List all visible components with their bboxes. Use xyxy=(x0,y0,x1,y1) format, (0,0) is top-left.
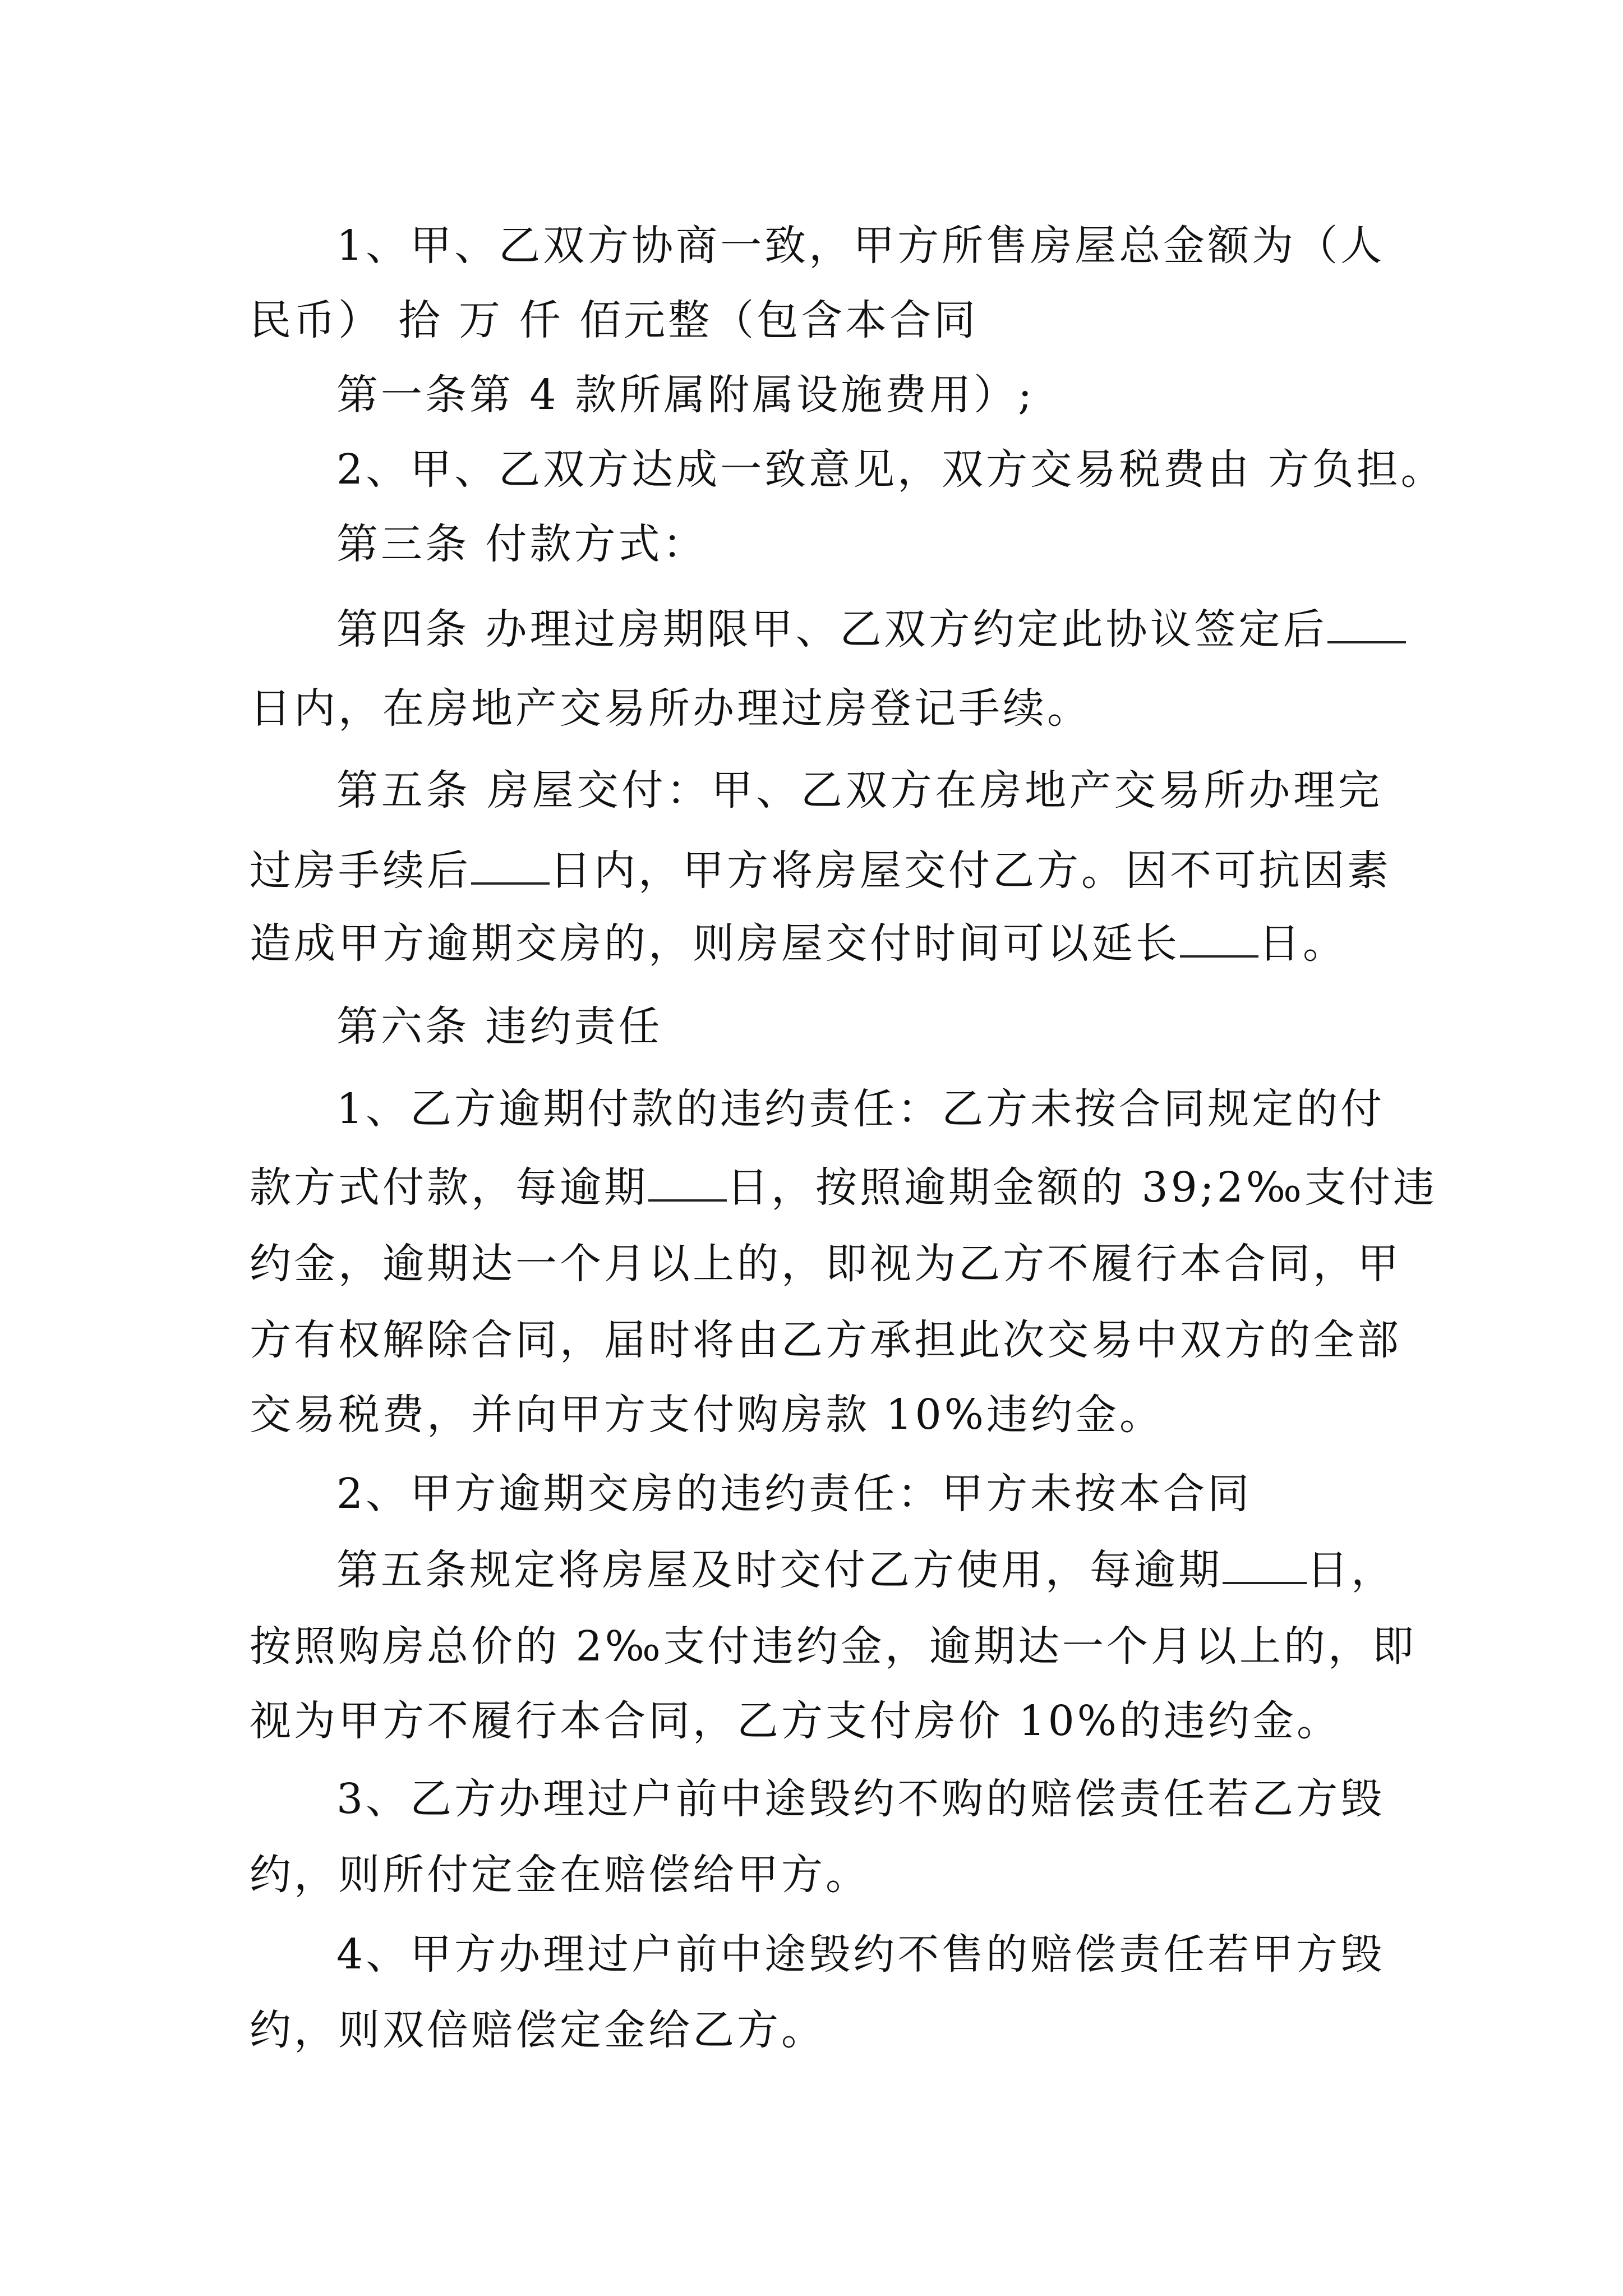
paragraph-price-line-1 xyxy=(336,215,1385,277)
text-segment: 第四条 办理过房期限甲、乙双方约定此协议签定后 xyxy=(336,605,1327,654)
paragraph-price-line-2 xyxy=(250,289,1382,351)
clause-2-line-4 xyxy=(250,1690,1382,1752)
text-segment: 按照购房总价的 2‰支付违约金，逾期达一个月以上的，即 xyxy=(250,1622,1417,1671)
clause-1-line-3 xyxy=(250,1233,1401,1295)
clause-3-line-1 xyxy=(336,1768,1385,1830)
text-segment: 款方式付款，每逾期 xyxy=(250,1163,648,1212)
text-segment: 1、乙方逾期付款的违约责任：乙方未按合同规定的付 xyxy=(336,1085,1385,1133)
text-segment: 2、甲方逾期交房的违约责任：甲方未按本合同 xyxy=(336,1470,1252,1518)
text-segment: 民币） 拾 万 仟 佰元整（包含本合同 xyxy=(250,296,979,344)
article-5-line-1 xyxy=(336,760,1382,821)
paragraph-price-line-3 xyxy=(336,364,1382,426)
text-segment: 4、甲方办理过户前中途毁约不售的赔偿责任若甲方毁 xyxy=(336,1930,1385,1978)
text-segment: 第五条规定将房屋及时交付乙方使用，每逾期 xyxy=(336,1546,1223,1594)
fill-in-blank xyxy=(648,1166,727,1202)
text-segment: 过房手续后 xyxy=(250,846,471,895)
clause-2-line-3 xyxy=(250,1616,1417,1677)
text-segment: 第三条 付款方式： xyxy=(336,520,707,568)
text-segment: 交易税费，并向甲方支付购房款 10%违约金。 xyxy=(250,1391,1164,1439)
article-6-heading xyxy=(336,996,1382,1057)
text-segment: 日内，甲方将房屋交付乙方。因不可抗因素 xyxy=(550,846,1391,895)
text-segment: 第一条第 4 款所属附属设施费用）; xyxy=(336,371,1035,419)
article-4-line-2 xyxy=(250,678,1382,739)
text-segment: 约，则双倍赔偿定金给乙方。 xyxy=(250,2006,826,2054)
clause-1-line-1 xyxy=(336,1078,1385,1140)
clause-2-line-1 xyxy=(336,1463,1382,1525)
text-segment: 方有权解除合同，届时将由乙方承担此次交易中双方的全部 xyxy=(250,1316,1401,1364)
text-segment: 约金，逾期达一个月以上的，即视为乙方不履行本合同，甲 xyxy=(250,1240,1401,1288)
text-segment: 第六条 违约责任 xyxy=(336,1002,663,1051)
article-4-line-1 xyxy=(336,599,1382,660)
text-segment: 日内，在房地产交易所办理过房登记手续。 xyxy=(250,684,1091,733)
clause-1-line-5 xyxy=(250,1384,1382,1446)
clause-4-line-2 xyxy=(250,1999,1382,2061)
article-5-line-2 xyxy=(250,840,1391,901)
paragraph-tax-line xyxy=(336,439,1445,500)
text-segment: 约，则所付定金在赔偿给甲方。 xyxy=(250,1851,870,1899)
text-segment: 3、乙方办理过户前中途毁约不购的赔偿责任若乙方毁 xyxy=(336,1775,1385,1823)
article-5-line-3 xyxy=(250,913,1382,974)
fill-in-blank xyxy=(471,849,550,885)
article-3-heading xyxy=(336,513,1382,575)
text-segment: 日，按照逾期金额的 39;2‰支付违 xyxy=(727,1163,1437,1212)
text-segment: 视为甲方不履行本合同，乙方支付房价 10%的违约金。 xyxy=(250,1697,1341,1745)
text-segment: 第五条 房屋交付：甲、乙双方在房地产交易所办理完 xyxy=(336,766,1382,815)
clause-2-line-2 xyxy=(336,1539,1395,1601)
clause-1-line-2 xyxy=(250,1157,1437,1218)
fill-in-blank xyxy=(1223,1548,1307,1584)
fill-in-blank xyxy=(1180,922,1258,958)
clause-3-line-2 xyxy=(250,1844,1382,1906)
text-segment: 造成甲方逾期交房的，则房屋交付时间可以延长 xyxy=(250,919,1180,968)
text-segment: 日， xyxy=(1307,1546,1395,1594)
fill-in-blank xyxy=(1327,608,1406,643)
clause-1-line-4 xyxy=(250,1309,1401,1371)
clause-4-line-1 xyxy=(336,1924,1385,1985)
text-segment: 2、甲、乙双方达成一致意见，双方交易税费由 方负担。 xyxy=(336,445,1445,494)
text-segment: 1、甲、乙双方协商一致，甲方所售房屋总金额为（人 xyxy=(336,222,1385,270)
text-segment: 日。 xyxy=(1258,919,1347,968)
